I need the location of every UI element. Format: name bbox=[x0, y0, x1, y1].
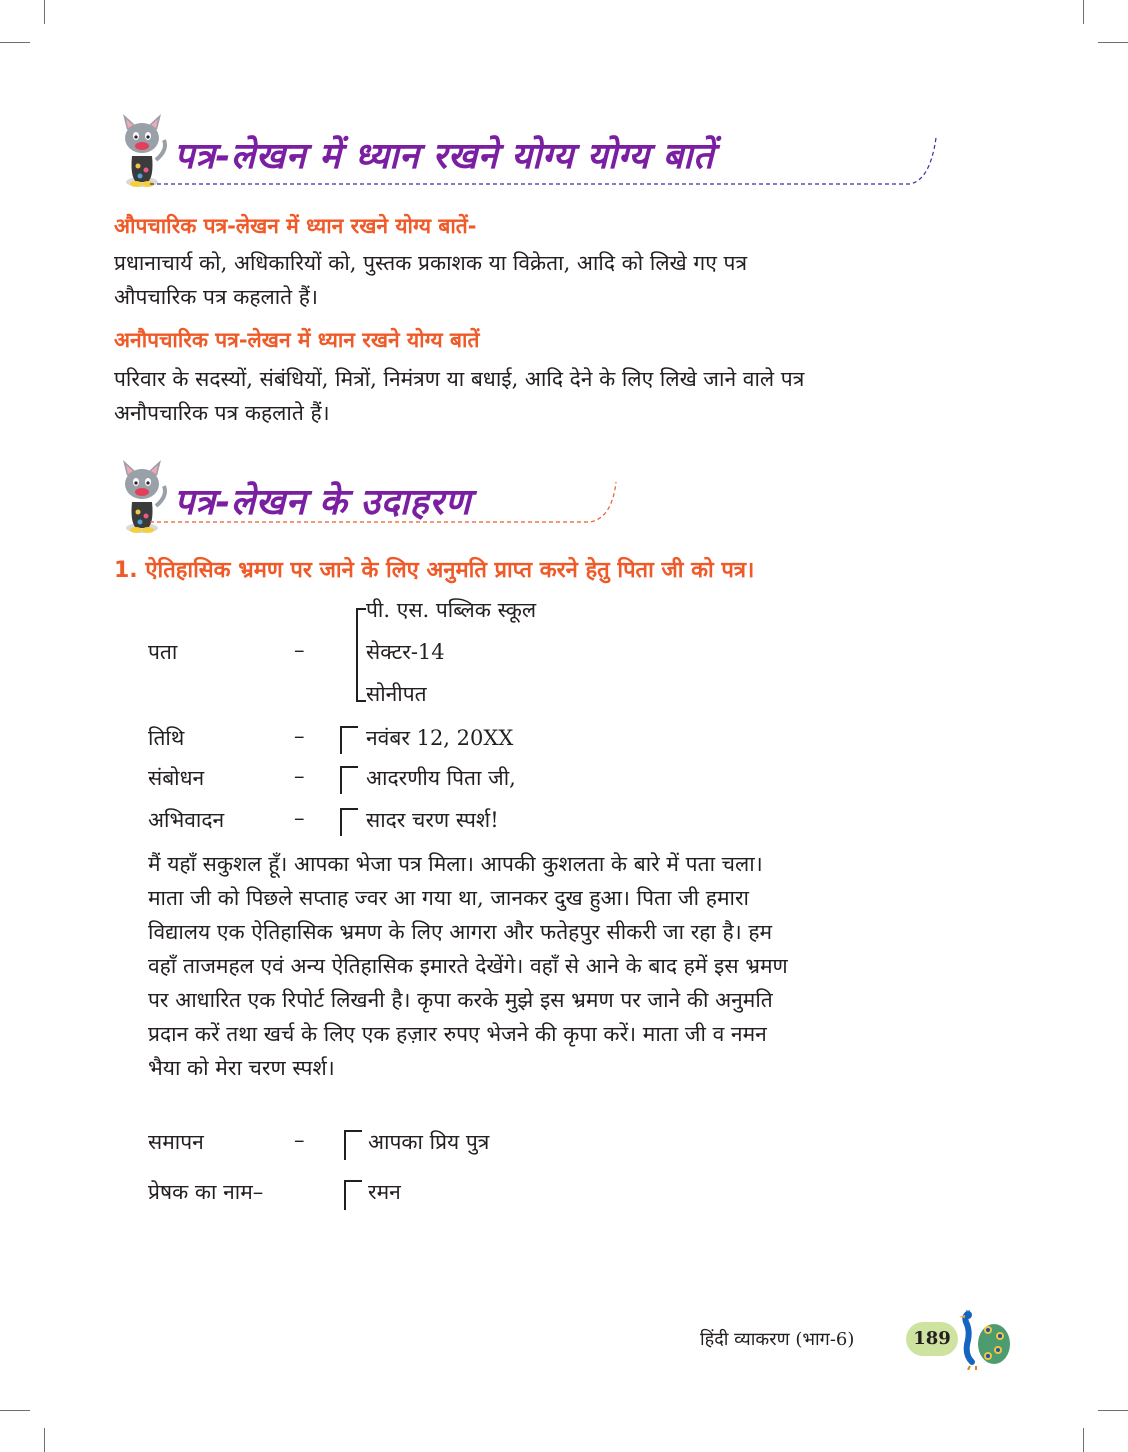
closing-value: आपका प्रिय पुत्र bbox=[368, 1130, 490, 1154]
crop-mark bbox=[1098, 42, 1128, 43]
dash: – bbox=[294, 1128, 305, 1152]
text-line: परिवार के सदस्यों, संबंधियों, मित्रों, निमंत्रण या बधाई, आदि देने के लिए लिखे जाने वाले पत्र bbox=[114, 367, 805, 391]
text-line: पर आधारित एक रिपोर्ट लिखनी है। कृपा करके मुझे इस भ्रमण पर जाने की अनुमति bbox=[148, 988, 773, 1012]
text-line: प्रदान करें तथा खर्च के लिए एक हज़ार रुपए भेजने की कृपा करें। माता जी व नमन bbox=[148, 1022, 767, 1046]
text-line: वहाँ ताजमहल एवं अन्य ऐतिहासिक इमारते देखेंगे। वहाँ से आने के बाद हमें इस भ्रमण bbox=[148, 954, 788, 978]
dash: – bbox=[294, 724, 305, 748]
text-line: विद्यालय एक ऐतिहासिक भ्रमण के लिए आगरा और फतेहपुर सीकरी जा रहा है। हम bbox=[148, 920, 773, 944]
section-heading-2-text: पत्र-लेखन के उदाहरण bbox=[174, 482, 471, 523]
date-value: नवंबर 12, 20XX bbox=[366, 726, 514, 750]
section-heading-2 bbox=[110, 456, 630, 536]
greeting-bracket bbox=[340, 808, 358, 836]
sender-row bbox=[0, 1178, 1128, 1212]
section-heading-1-text: पत्र-लेखन में ध्यान रखने योग्य योग्य बातें bbox=[174, 136, 714, 177]
greeting-value: सादर चरण स्पर्श! bbox=[366, 808, 499, 832]
informal-letter-text bbox=[114, 362, 1024, 430]
text-line: अनौपचारिक पत्र कहलाते हैं। bbox=[114, 401, 330, 425]
book-title: हिंदी व्याकरण (भाग-6) bbox=[700, 1329, 855, 1350]
sender-label: प्रेषक का नाम– bbox=[148, 1180, 264, 1204]
crop-mark bbox=[0, 1410, 30, 1411]
crop-mark bbox=[44, 1428, 45, 1452]
date-bracket bbox=[340, 726, 358, 754]
text-line: भैया को मेरा चरण स्पर्श। bbox=[148, 1056, 335, 1080]
address-line: पी. एस. पब्लिक स्कूल bbox=[366, 598, 537, 622]
salutation-row bbox=[0, 764, 1128, 798]
informal-letter-title: अनौपचारिक पत्र-लेखन में ध्यान रखने योग्य बातें bbox=[114, 328, 480, 352]
formal-letter-text bbox=[114, 246, 1024, 314]
date-label: तिथि bbox=[148, 726, 185, 750]
greeting-row bbox=[0, 806, 1128, 840]
peacock-icon bbox=[950, 1310, 1012, 1370]
crop-mark bbox=[1098, 1410, 1128, 1411]
letter-body bbox=[148, 847, 1028, 1085]
crop-mark bbox=[44, 0, 45, 24]
salutation-label: संबोधन bbox=[148, 766, 205, 790]
greeting-label: अभिवादन bbox=[148, 808, 225, 832]
closing-label: समापन bbox=[148, 1130, 204, 1154]
text-line: औपचारिक पत्र कहलाते हैं। bbox=[114, 285, 318, 309]
heading-underline bbox=[150, 130, 940, 190]
address-bracket bbox=[356, 608, 366, 702]
address-label: पता bbox=[148, 640, 178, 664]
address-line: सेक्टर-14 bbox=[366, 640, 445, 664]
sender-bracket bbox=[344, 1180, 362, 1210]
address-row bbox=[0, 594, 1128, 714]
salutation-value: आदरणीय पिता जी, bbox=[366, 766, 516, 790]
section-heading-1 bbox=[110, 110, 940, 190]
closing-row bbox=[0, 1128, 1128, 1162]
question-title: 1. ऐतिहासिक भ्रमण पर जाने के लिए अनुमति प्राप्त करने हेतु पिता जी को पत्र। bbox=[114, 558, 755, 583]
formal-letter-title: औपचारिक पत्र-लेखन में ध्यान रखने योग्य बातें- bbox=[114, 214, 477, 238]
salutation-bracket bbox=[340, 766, 358, 794]
page-number: 189 bbox=[906, 1322, 958, 1356]
dash: – bbox=[294, 764, 305, 788]
text-line: मैं यहाँ सकुशल हूँ। आपका भेजा पत्र मिला। आपकी कुशलता के बारे में पता चला। bbox=[148, 852, 763, 876]
closing-bracket bbox=[344, 1130, 362, 1160]
crop-mark bbox=[1083, 0, 1084, 24]
date-row bbox=[0, 724, 1128, 758]
dash: – bbox=[294, 806, 305, 830]
dash: – bbox=[294, 638, 305, 662]
text-line: प्रधानाचार्य को, अधिकारियों को, पुस्तक प्रकाशक या विक्रेता, आदि को लिखे गए पत्र bbox=[114, 251, 748, 275]
crop-mark bbox=[1083, 1428, 1084, 1452]
text-line: माता जी को पिछले सप्ताह ज्वर आ गया था, जानकर दुख हुआ। पिता जी हमारा bbox=[148, 886, 749, 910]
heading-underline bbox=[150, 476, 620, 526]
crop-mark bbox=[0, 42, 30, 43]
address-line: सोनीपत bbox=[366, 682, 427, 706]
sender-value: रमन bbox=[368, 1180, 401, 1204]
